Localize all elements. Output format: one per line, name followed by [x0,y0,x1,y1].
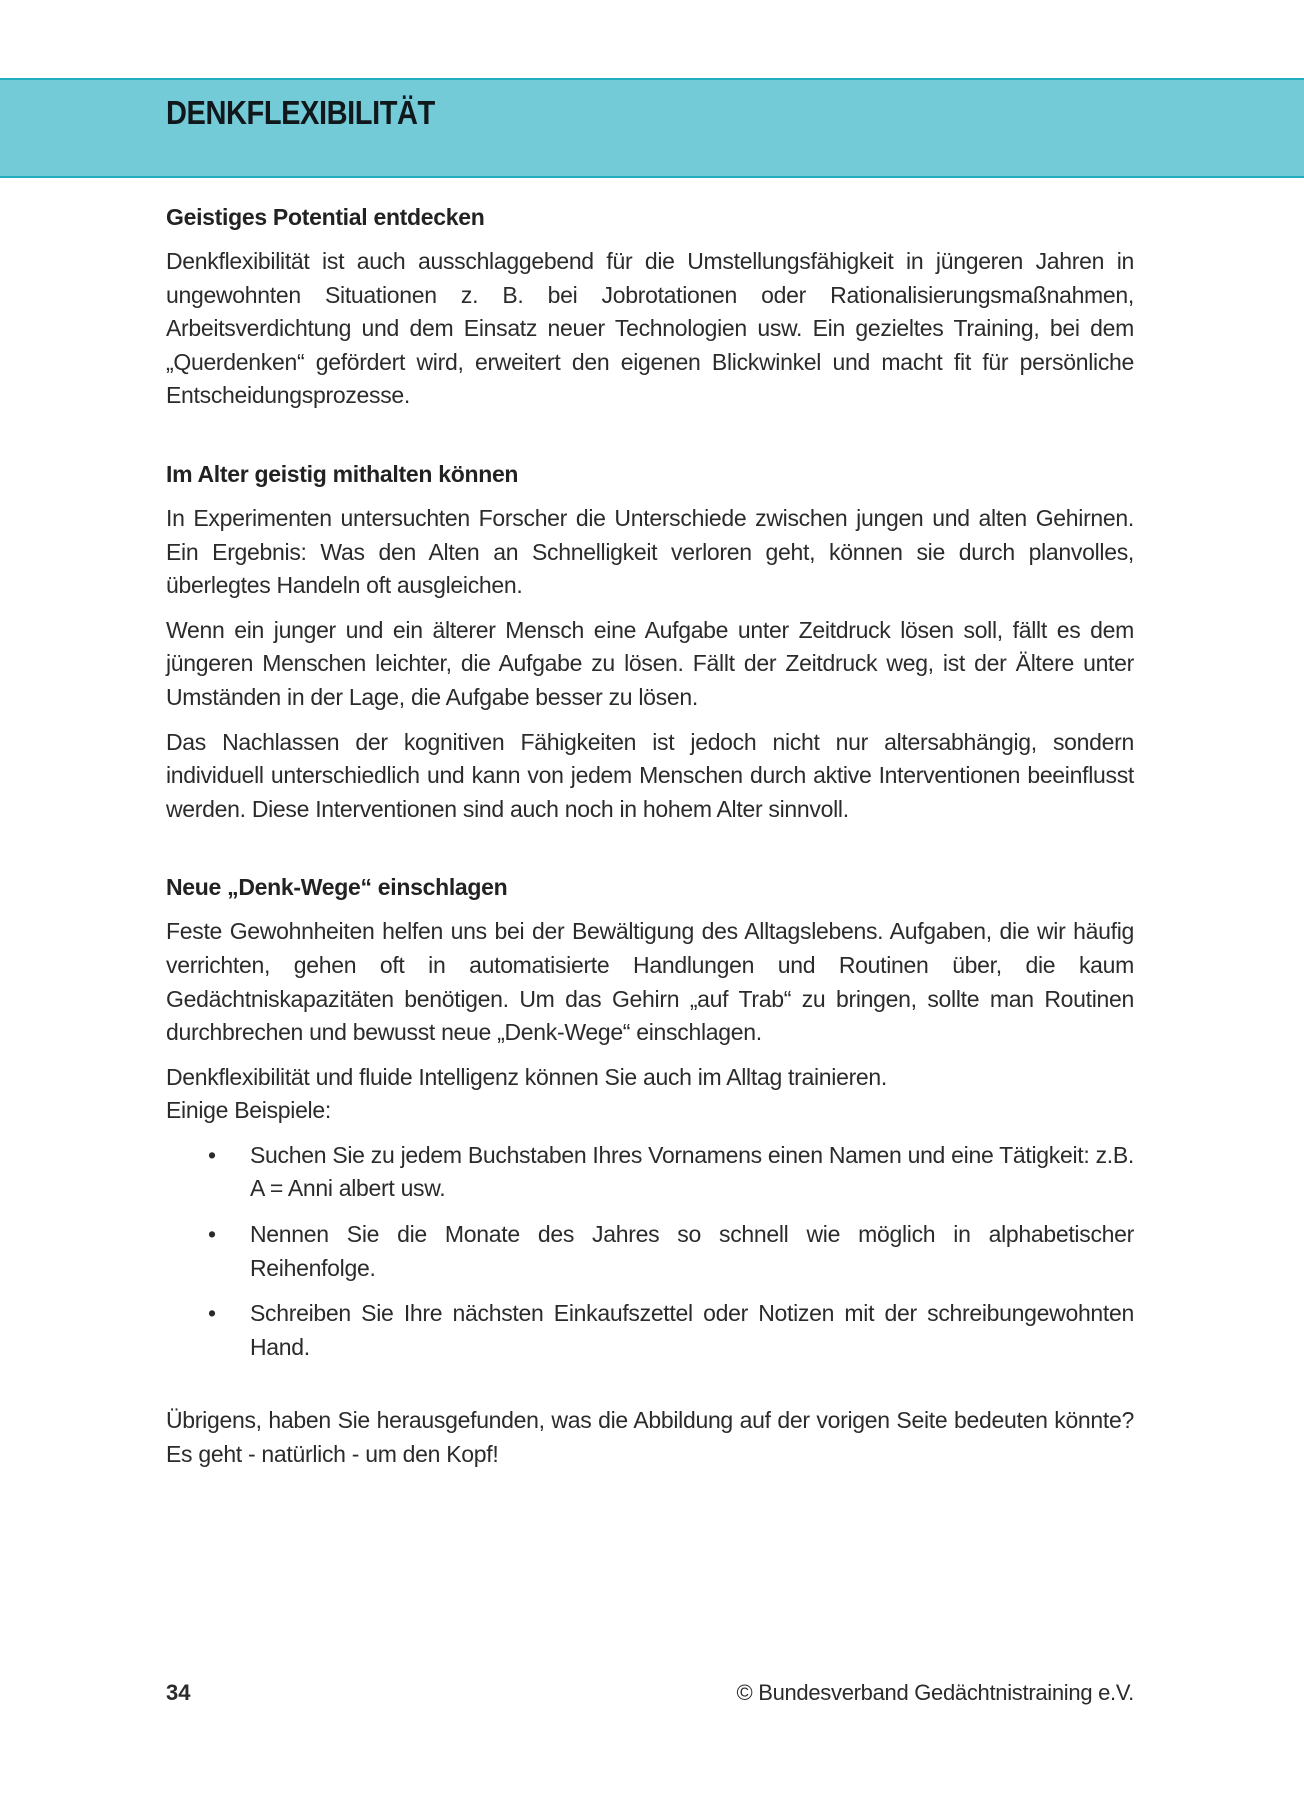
list-item-text: Suchen Sie zu jedem Buchstaben Ihres Vornamens einen Namen und eine Tätigkeit: z.B. A = Anni albert usw. [250,1141,1134,1202]
paragraph: In Experimenten untersuchten Forscher die Unterschiede zwischen jungen und alten Gehirnen. Ein Ergebnis: Was den Alten an Schnelligkeit verloren geht, können sie durch planvolles, überlegtes Handeln oft ausgleichen. [166,504,1134,599]
paragraph: Wenn ein junger und ein älterer Mensch eine Aufgabe unter Zeitdruck lösen soll, fällt es dem jüngeren Menschen leichter, die Aufgabe zu lösen. Fällt der Zeitdruck weg, ist der Ältere unter Umständen in der Lage, die Aufgabe besser zu lösen. [166,616,1134,710]
page-number: 34 [166,1680,191,1705]
section-im-alter [166,461,1134,826]
paragraph: Einige Beispiele: [166,1097,331,1124]
copyright-notice: © Bundesverband Gedächtnistraining e.V. [736,1680,1134,1705]
section-heading: Neue „Denk-Wege“ einschlagen [166,874,508,901]
list-item [166,1139,1134,1206]
list-item-text: Nennen Sie die Monate des Jahres so schnell wie möglich in alphabetischer Reihenfolge. [250,1221,1134,1281]
bullet-icon: • [208,1300,216,1327]
list-item [166,1297,1134,1364]
closing-paragraph: Übrigens, haben Sie herausgefunden, was die Abbildung auf der vorigen Seite bedeuten könnte? Es geht - natürlich - um den Kopf! [166,1407,1134,1468]
list-item-text: Schreiben Sie Ihre nächsten Einkaufszettel oder Notizen mit der schreibungewohnten Hand. [250,1300,1134,1360]
chapter-title: DENKFLEXIBILITÄT [166,94,435,131]
bullet-icon: • [208,1141,216,1168]
section-denk-wege [166,874,1134,1364]
paragraph: Feste Gewohnheiten helfen uns bei der Bewältigung des Alltagslebens. Aufgaben, die wir häufig verrichten, gehen oft in automatisierte Handlungen und Routinen über, die kaum Gedächtniskapazitäten benötigen. Um das Gehirn „auf Trab“ zu bringen, sollte man Routinen durchbrechen und bewusst neue „Denk-Wege“ einschlagen. [166,918,1134,1046]
section-heading: Im Alter geistig mithalten können [166,460,519,487]
paragraph: Denkflexibilität ist auch ausschlaggebend für die Umstellungsfähigkeit in jüngeren Jahren in ungewohnten Situationen z. B. bei Jobrotationen oder Rationalisierungsmaßnahmen, Arbeitsverdichtung und dem Einsatz neuer Technologien usw. Ein gezieltes Training, bei dem „Querdenken“ gefördert wird, erweitert den eigenen Blickwinkel und macht fit für persönliche Entscheidungsprozesse. [166,248,1134,409]
chapter-banner [0,78,1304,178]
paragraph: Das Nachlassen der kognitiven Fähigkeiten ist jedoch nicht nur altersabhängig, sondern individuell unterschiedlich und kann von jedem Menschen durch aktive Interventionen beeinflusst werden. Diese Interventionen sind auch noch in hohem Alter sinnvoll. [166,728,1134,822]
examples-list [166,1139,1134,1365]
bullet-icon: • [208,1221,216,1248]
list-item [166,1218,1134,1285]
paragraph: Denkflexibilität und fluide Intelligenz können Sie auch im Alltag trainieren. [166,1063,888,1090]
section-geistiges-potential [166,204,1134,413]
page-content [166,204,1134,1483]
section-heading: Geistiges Potential entdecken [166,204,485,230]
